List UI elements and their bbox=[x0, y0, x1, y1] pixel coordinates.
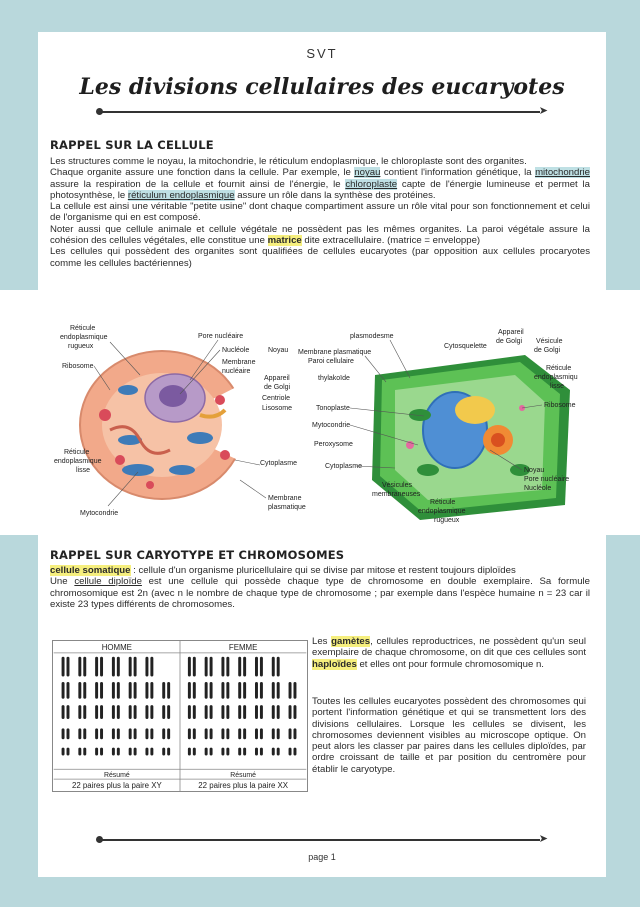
chromosome bbox=[188, 657, 191, 677]
svg-text:rugueux: rugueux bbox=[68, 343, 94, 350]
chromosome bbox=[277, 748, 280, 756]
chromosome bbox=[83, 728, 86, 739]
chromosome bbox=[255, 748, 258, 756]
svg-text:Vésicules: Vésicules bbox=[382, 482, 412, 489]
chromosome bbox=[67, 728, 70, 739]
karyotype-homme-label: HOMME bbox=[101, 642, 132, 652]
chromosome bbox=[117, 705, 120, 719]
paragraph: Les cellules qui possèdent des organites sont qualifiées de cellules eucaryotes (par opposition aux cellules procaryotes comme les cellules bactériennes) bbox=[50, 246, 590, 269]
svg-text:Tonoplaste: Tonoplaste bbox=[316, 405, 350, 412]
chromosome bbox=[205, 748, 208, 756]
svg-text:Ribosome: Ribosome bbox=[62, 363, 94, 370]
paragraph: Les gamètes, cellules reproductrices, ne possèdent qu'un seul exemplaire de chaque chromosome, on dit que ces cellules sont haploïdes et elles ont pour formule chromosomique n. bbox=[312, 636, 586, 670]
caryotype-text: Toutes les cellules eucaryotes possèdent des chromosomes qui portent l'information génétique et qui se transmettent lors des divisions cellulaires. Lorsque les cellules se divisent, les chromosomes deviennent visibles au microscope optique. On peut alors les classer par paires dans les cellules diploïdes, par ordre croissant de taille et par position du centromère pour établir le caryotype. bbox=[312, 696, 586, 775]
chromosome bbox=[100, 748, 103, 756]
chromosome bbox=[117, 728, 120, 739]
chromosome bbox=[260, 728, 263, 739]
chromosome bbox=[78, 682, 81, 699]
chromosome bbox=[145, 705, 148, 719]
resume-label: Résumé bbox=[230, 772, 256, 780]
chromosome bbox=[221, 705, 224, 719]
karyotype-femme-label: FEMME bbox=[228, 642, 258, 652]
chromosome bbox=[226, 657, 229, 677]
subject-label: SVT bbox=[306, 46, 338, 61]
svg-text:rugueux: rugueux bbox=[434, 517, 460, 524]
svg-text:plasmatique: plasmatique bbox=[268, 504, 306, 511]
femme-summary: 22 paires plus la paire XX bbox=[198, 781, 289, 791]
chromosome bbox=[289, 748, 292, 756]
chromosome bbox=[289, 705, 292, 719]
chromosome bbox=[162, 682, 165, 699]
svg-text:Vésicule: Vésicule bbox=[536, 338, 563, 345]
chromosome bbox=[62, 728, 65, 739]
chromosome bbox=[112, 657, 115, 677]
chromosome bbox=[67, 748, 70, 756]
chromosome bbox=[100, 728, 103, 739]
chromosome bbox=[150, 748, 153, 756]
homme-summary: 22 paires plus la paire XY bbox=[71, 781, 162, 791]
svg-text:Réticule: Réticule bbox=[64, 449, 90, 456]
chromosome bbox=[205, 657, 208, 677]
term-haploides: haploïdes bbox=[312, 658, 357, 670]
chromosome bbox=[210, 705, 213, 719]
paragraph: Une cellule diploïde est une cellule qui possède chaque type de chromosome en double exemplaire. Sa formule chromosomique est 2n (avec n le nombre de chaque type de chromosome ; par exemple dans l'espèce humaine n = 23 car il existe 23 types différents de chromosomes. bbox=[50, 576, 591, 610]
chromosome bbox=[260, 682, 263, 699]
chromosome bbox=[243, 657, 246, 677]
chromosome bbox=[62, 682, 65, 699]
chromosome bbox=[150, 657, 153, 677]
chromosome bbox=[150, 728, 153, 739]
chromosome bbox=[112, 682, 115, 699]
term-matrice: matrice bbox=[267, 235, 302, 247]
term-noyau: noyau bbox=[354, 167, 381, 179]
chromosome bbox=[83, 705, 86, 719]
chromosome bbox=[260, 657, 263, 677]
svg-text:Réticule: Réticule bbox=[430, 499, 456, 506]
svg-text:Peroxysome: Peroxysome bbox=[314, 441, 353, 448]
chromosome bbox=[293, 682, 296, 699]
chromosome bbox=[272, 657, 275, 677]
svg-text:Lisosome: Lisosome bbox=[262, 405, 292, 412]
chromosome bbox=[100, 657, 103, 677]
chromosome bbox=[167, 705, 170, 719]
chromosome bbox=[78, 657, 81, 677]
term-reticulum: réticulum endoplasmique bbox=[127, 189, 235, 201]
resume-label: Résumé bbox=[104, 772, 130, 780]
chromosome bbox=[272, 748, 275, 756]
svg-text:Appareil: Appareil bbox=[264, 375, 290, 382]
chromosome bbox=[238, 682, 241, 699]
term-mitochondrie: mitochondrie bbox=[535, 167, 590, 179]
svg-text:de Golgi: de Golgi bbox=[264, 384, 291, 391]
svg-text:nucléaire: nucléaire bbox=[222, 368, 251, 375]
chromosome bbox=[221, 657, 224, 677]
chromosome bbox=[145, 682, 148, 699]
chromosome bbox=[167, 682, 170, 699]
chromosome bbox=[95, 682, 98, 699]
caryotype-definitions bbox=[50, 565, 590, 610]
chromosome bbox=[210, 682, 213, 699]
chromosome bbox=[277, 657, 280, 677]
svg-text:membraneuses: membraneuses bbox=[372, 491, 421, 498]
svg-text:Membrane: Membrane bbox=[222, 359, 256, 366]
chromosome bbox=[145, 728, 148, 739]
chromosome bbox=[150, 682, 153, 699]
chromosome bbox=[226, 748, 229, 756]
chromosome bbox=[193, 728, 196, 739]
chromosome bbox=[112, 748, 115, 756]
svg-text:de Golgi: de Golgi bbox=[496, 338, 523, 345]
chromosome bbox=[95, 728, 98, 739]
term-cellule-somatique: cellule somatique bbox=[50, 565, 131, 576]
chromosome bbox=[255, 705, 258, 719]
chromosome bbox=[238, 748, 241, 756]
chromosome bbox=[205, 682, 208, 699]
chromosome bbox=[226, 728, 229, 739]
svg-text:Pore nucléaire: Pore nucléaire bbox=[198, 333, 244, 340]
chromosome bbox=[272, 728, 275, 739]
chromosome bbox=[210, 728, 213, 739]
svg-text:Paroi cellulaire: Paroi cellulaire bbox=[308, 358, 354, 365]
chromosome bbox=[221, 748, 224, 756]
footer-divider: ➤ bbox=[96, 835, 548, 845]
chromosome bbox=[226, 682, 229, 699]
chromosome bbox=[255, 657, 258, 677]
chromosome bbox=[95, 657, 98, 677]
term-gametes: gamètes bbox=[331, 636, 371, 647]
chromosome bbox=[112, 728, 115, 739]
cell-diagrams bbox=[50, 320, 596, 535]
chromosome bbox=[134, 748, 137, 756]
chromosome bbox=[277, 682, 280, 699]
chromosome bbox=[134, 682, 137, 699]
svg-text:Membrane: Membrane bbox=[268, 495, 302, 502]
svg-text:Noyau: Noyau bbox=[524, 467, 545, 474]
svg-text:Nucléole: Nucléole bbox=[524, 485, 552, 492]
svg-text:Nucléole: Nucléole bbox=[222, 347, 250, 354]
chromosome bbox=[260, 705, 263, 719]
page-number: page 1 bbox=[308, 852, 336, 862]
chromosome bbox=[167, 728, 170, 739]
chromosome bbox=[193, 748, 196, 756]
chromosome bbox=[78, 748, 81, 756]
chromosomes-homme bbox=[62, 657, 171, 756]
chromosome bbox=[134, 657, 137, 677]
chromosome bbox=[238, 728, 241, 739]
chromosome bbox=[83, 748, 86, 756]
chromosome bbox=[205, 728, 208, 739]
chromosome bbox=[188, 728, 191, 739]
chromosome bbox=[221, 682, 224, 699]
chromosome bbox=[205, 705, 208, 719]
svg-text:endoplasmique: endoplasmique bbox=[60, 334, 108, 341]
chromosome bbox=[293, 748, 296, 756]
section-heading-cellule: RAPPEL SUR LA CELLULE bbox=[50, 138, 214, 152]
cellule-text bbox=[50, 156, 590, 269]
chromosome bbox=[188, 682, 191, 699]
chromosome bbox=[293, 705, 296, 719]
chromosome bbox=[193, 657, 196, 677]
document-page bbox=[38, 32, 606, 877]
svg-text:Ribosome: Ribosome bbox=[544, 402, 576, 409]
chromosome bbox=[289, 728, 292, 739]
paragraph: Chaque organite assure une fonction dans la cellule. Par exemple, le noyau contient l'information génétique, la mitochondrie assure la respiration de la cellule et fournit ainsi de l'énergie, le chloroplaste capte de l'énergie lumineuse et permet la photosynthèse, le réticulum endoplasmique assure un rôle dans la synthèse des protéines. bbox=[50, 167, 590, 201]
chromosome bbox=[238, 657, 241, 677]
chromosome bbox=[83, 657, 86, 677]
chromosome bbox=[272, 705, 275, 719]
paragraph: Les structures comme le noyau, la mitochondrie, le réticulum endoplasmique, le chloroplaste sont des organites. bbox=[50, 156, 527, 167]
chromosome bbox=[117, 748, 120, 756]
chromosome bbox=[162, 728, 165, 739]
svg-text:lisse: lisse bbox=[550, 383, 565, 390]
chromosome bbox=[226, 705, 229, 719]
chromosome bbox=[67, 705, 70, 719]
chromosome bbox=[112, 705, 115, 719]
chromosomes-femme bbox=[188, 657, 297, 756]
chromosome bbox=[78, 728, 81, 739]
chromosome bbox=[134, 705, 137, 719]
chromosome bbox=[243, 682, 246, 699]
svg-text:Mytocondrie: Mytocondrie bbox=[312, 422, 351, 429]
paragraph: La cellule est ainsi une véritable "petite usine" dont chaque compartiment assure un rôle vital pour son fonctionnement et celui de l'organisme qui en est composé. bbox=[50, 201, 590, 224]
chromosome bbox=[95, 748, 98, 756]
svg-text:Noyau: Noyau bbox=[268, 347, 289, 354]
chromosome bbox=[210, 657, 213, 677]
paragraph: cellule somatique : cellule d'un organisme pluricellulaire qui se divise par mitose et restent toujours diploïdes bbox=[50, 565, 516, 576]
chromosome bbox=[150, 705, 153, 719]
chromosome bbox=[289, 682, 292, 699]
chromosome bbox=[221, 728, 224, 739]
chromosome bbox=[62, 705, 65, 719]
chromosome bbox=[255, 682, 258, 699]
chromosome bbox=[277, 705, 280, 719]
chromosome bbox=[162, 748, 165, 756]
chromosome bbox=[62, 748, 65, 756]
chromosome bbox=[134, 728, 137, 739]
karyotype-figure bbox=[52, 640, 308, 792]
chromosome bbox=[145, 748, 148, 756]
svg-text:endoplasmiqu: endoplasmiqu bbox=[534, 374, 578, 381]
term-cellule-diploide: cellule diploïde bbox=[74, 576, 142, 588]
svg-text:Cytosquelette: Cytosquelette bbox=[444, 343, 487, 350]
chromosome bbox=[67, 682, 70, 699]
page-title: Les divisions cellulaires des eucaryotes bbox=[79, 74, 565, 100]
chromosome bbox=[293, 728, 296, 739]
title-divider: ➤ bbox=[96, 107, 548, 117]
chromosome bbox=[243, 728, 246, 739]
svg-text:Centriole: Centriole bbox=[262, 395, 291, 402]
svg-text:Mytocondrie: Mytocondrie bbox=[80, 510, 119, 517]
svg-text:Réticule: Réticule bbox=[546, 365, 572, 372]
chromosome bbox=[193, 705, 196, 719]
chromosome bbox=[167, 748, 170, 756]
chromosome bbox=[100, 682, 103, 699]
chromosome bbox=[62, 657, 65, 677]
svg-text:Membrane plasmatique: Membrane plasmatique bbox=[298, 349, 372, 356]
chromosome bbox=[129, 728, 132, 739]
chromosome bbox=[145, 657, 148, 677]
paragraph: Noter aussi que cellule animale et cellule végétale ne possèdent pas les mêmes organites. La paroi végétale assure la cohésion des cellules végétales, elle constitue une matrice dite extracellulaire. (matrice = enveloppe) bbox=[50, 223, 590, 247]
chromosome bbox=[129, 748, 132, 756]
chromosome bbox=[188, 748, 191, 756]
svg-text:Cytoplasme: Cytoplasme bbox=[325, 463, 362, 470]
chromosome bbox=[129, 705, 132, 719]
chromosome bbox=[272, 682, 275, 699]
chromosome bbox=[162, 705, 165, 719]
svg-text:endoplasmique: endoplasmique bbox=[418, 508, 466, 515]
chromosome bbox=[83, 682, 86, 699]
svg-text:Cytoplasme: Cytoplasme bbox=[260, 460, 297, 467]
chromosome bbox=[117, 682, 120, 699]
chromosome bbox=[260, 748, 263, 756]
chromosome bbox=[238, 705, 241, 719]
chromosome bbox=[255, 728, 258, 739]
svg-text:plasmodesme: plasmodesme bbox=[350, 333, 394, 340]
svg-text:Réticule: Réticule bbox=[70, 325, 96, 332]
chromosome bbox=[100, 705, 103, 719]
gametes-text bbox=[312, 636, 586, 670]
svg-text:de Golgi: de Golgi bbox=[534, 347, 561, 354]
svg-text:endoplasmique: endoplasmique bbox=[54, 458, 102, 465]
svg-text:lisse: lisse bbox=[76, 467, 91, 474]
chromosome bbox=[117, 657, 120, 677]
chromosome bbox=[129, 657, 132, 677]
chromosome bbox=[277, 728, 280, 739]
chromosome bbox=[210, 748, 213, 756]
chromosome bbox=[243, 748, 246, 756]
chromosome bbox=[95, 705, 98, 719]
svg-text:Pore nucléaire: Pore nucléaire bbox=[524, 476, 570, 483]
svg-text:thylakoïde: thylakoïde bbox=[318, 375, 350, 382]
chromosome bbox=[188, 705, 191, 719]
section-heading-caryotype: RAPPEL SUR CARYOTYPE ET CHROMOSOMES bbox=[50, 548, 345, 562]
chromosome bbox=[67, 657, 70, 677]
chromosome bbox=[78, 705, 81, 719]
chromosome bbox=[243, 705, 246, 719]
chromosome bbox=[129, 682, 132, 699]
term-chloroplaste: chloroplaste bbox=[345, 178, 398, 190]
svg-text:Appareil: Appareil bbox=[498, 329, 524, 336]
chromosome bbox=[193, 682, 196, 699]
